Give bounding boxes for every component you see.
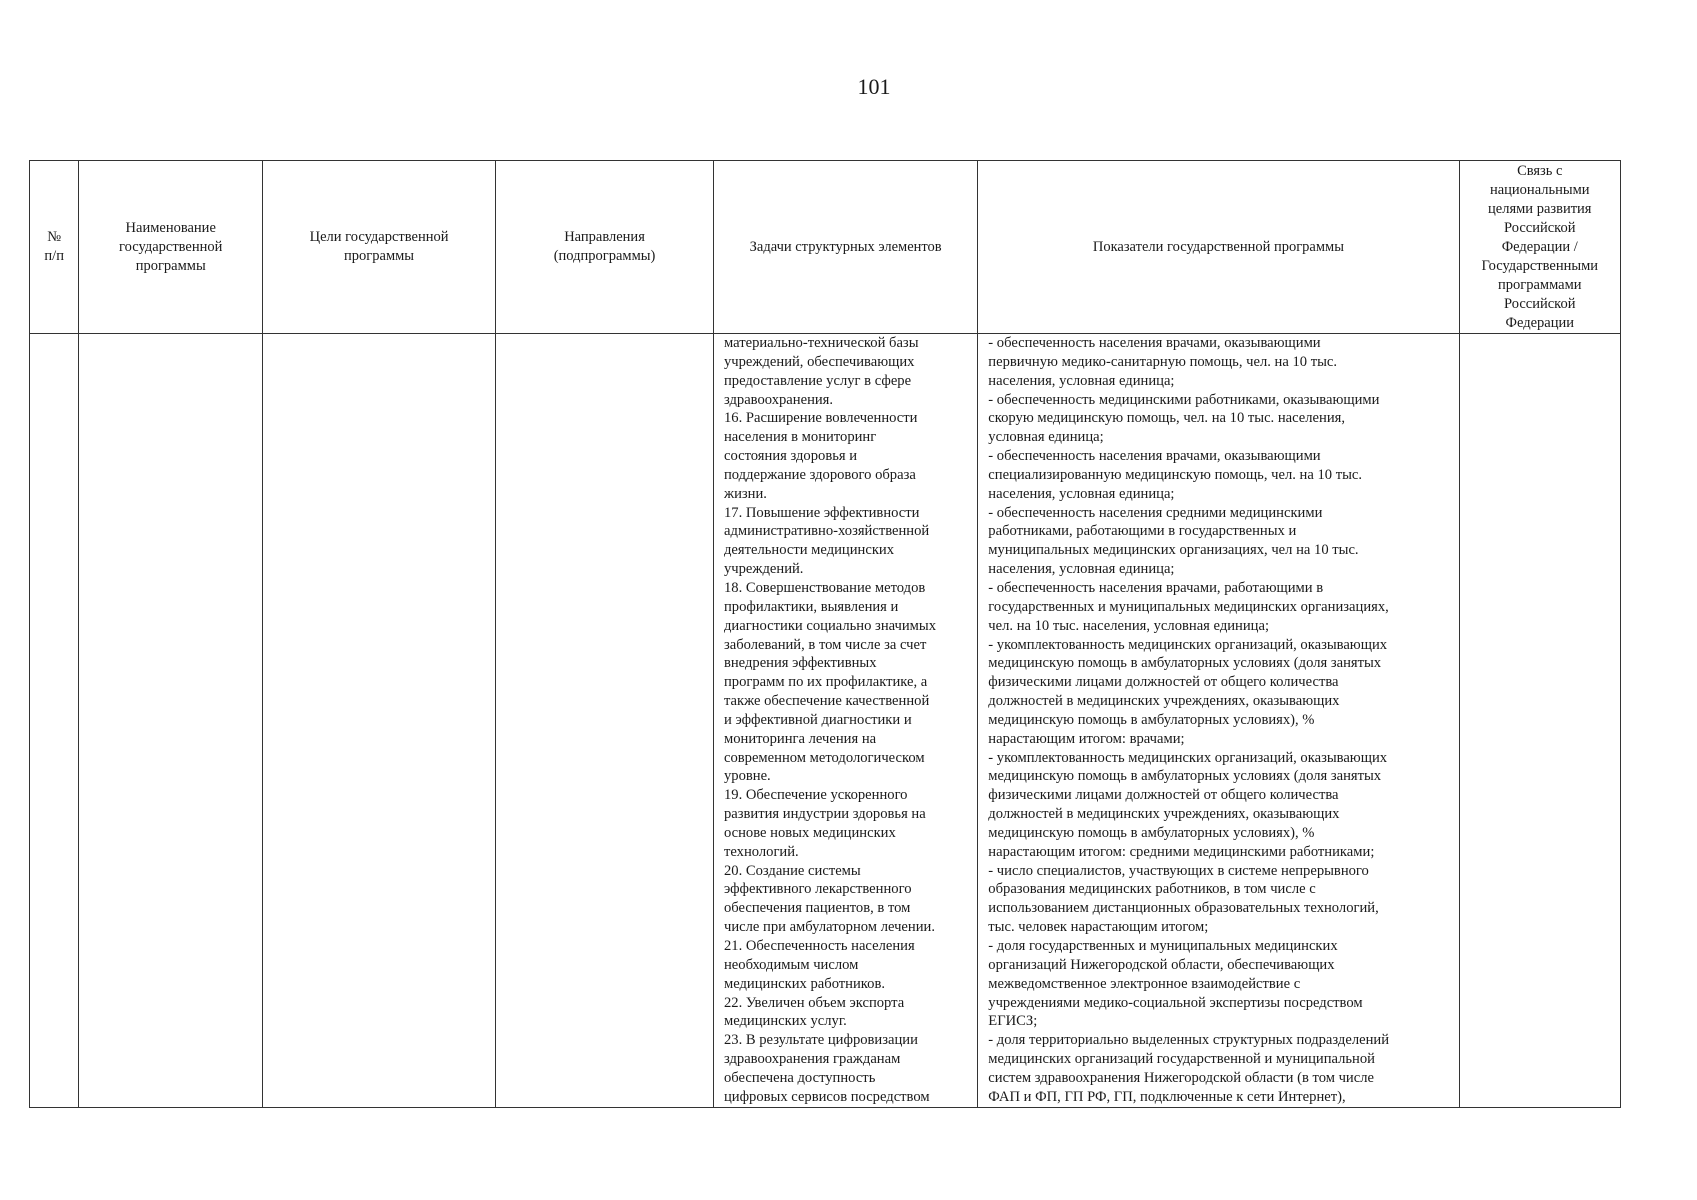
header-directions: Направления (подпрограммы) xyxy=(496,161,714,334)
program-table xyxy=(29,160,1621,1108)
header-national-goals-link: Связь с национальными целями развития Российской Федерации / Государственными программами Российской Федерации xyxy=(1459,161,1620,334)
header-number: № п/п xyxy=(30,161,79,334)
cell-program-name xyxy=(79,334,263,1108)
table-row xyxy=(30,334,1621,1108)
header-indicators: Показатели государственной программы xyxy=(978,161,1459,334)
table-header-row xyxy=(30,161,1621,334)
cell-goals xyxy=(263,334,496,1108)
cell-number xyxy=(30,334,79,1108)
header-tasks: Задачи структурных элементов xyxy=(713,161,977,334)
cell-national-goals-link xyxy=(1459,334,1620,1108)
cell-directions xyxy=(496,334,714,1108)
header-goals: Цели государственной программы xyxy=(263,161,496,334)
cell-tasks: материально-технической базы учреждений, обеспечивающих предоставление услуг в сфере здравоохранения. 16. Расширение вовлеченности населения в мониторинг состояния здоровья и поддержание здорового образа жизни. 17. Повышение эффективности административно-хозяйственной деятельности медицинских учреждений. 18. Совершенствование методов профилактики, выявления и диагностики социально значимых заболеваний, в том числе за счет внедрения эффективных программ по их профилактике, а также обеспечение качественной и эффективной диагностики и мониторинга лечения на современном методологическом уровне. 19. Обеспечение ускоренного развития индустрии здоровья на основе новых медицинских технологий. 20. Создание системы эффективного лекарственного обеспечения пациентов, в том числе при амбулаторном лечении. 21. Обеспеченность населения необходимым числом медицинских работников. 22. Увеличен объем экспорта медицинских услуг. 23. В результате цифровизации здравоохранения гражданам обеспечена доступность цифровых сервисов посредством xyxy=(713,334,977,1108)
cell-indicators: - обеспеченность населения врачами, оказывающими первичную медико-санитарную помощь, чел. на 10 тыс. населения, условная единица; - обеспеченность медицинскими работниками, оказывающими скорую медицинскую помощь, чел. на 10 тыс. населения, условная единица; - обеспеченность населения врачами, оказывающими специализированную медицинскую помощь, чел. на 10 тыс. населения, условная единица; - обеспеченность населения средними медицинскими работниками, работающими в государственных и муниципальных медицинских организациях, чел на 10 тыс. населения, условная единица; - обеспеченность населения врачами, работающими в государственных и муниципальных медицинских организациях, чел. на 10 тыс. населения, условная единица; - укомплектованность медицинских организаций, оказывающих медицинскую помощь в амбулаторных условиях (доля занятых физическими лицами должностей от общего количества должностей в медицинских учреждениях, оказывающих медицинскую помощь в амбулаторных условиях), % нарастающим итогом: врачами; - укомплектованность медицинских организаций, оказывающих медицинскую помощь в амбулаторных условиях (доля занятых физическими лицами должностей от общего количества должностей в медицинских учреждениях, оказывающих медицинскую помощь в амбулаторных условиях), % нарастающим итогом: средними медицинскими работниками; - число специалистов, участвующих в системе непрерывного образования медицинских работников, в том числе с использованием дистанционных образовательных технологий, тыс. человек нарастающим итогом; - доля государственных и муниципальных медицинских организаций Нижегородской области, обеспечивающих межведомственное электронное взаимодействие с учреждениями медико-социальной экспертизы посредством ЕГИСЗ; - доля территориально выделенных структурных подразделений медицинских организаций государственной и муниципальной систем здравоохранения Нижегородской области (в том числе ФАП и ФП, ГП РФ, ГП, подключенные к сети Интернет), xyxy=(978,334,1459,1108)
header-program-name: Наименование государственной программы xyxy=(79,161,263,334)
page-number: 101 xyxy=(857,74,891,99)
